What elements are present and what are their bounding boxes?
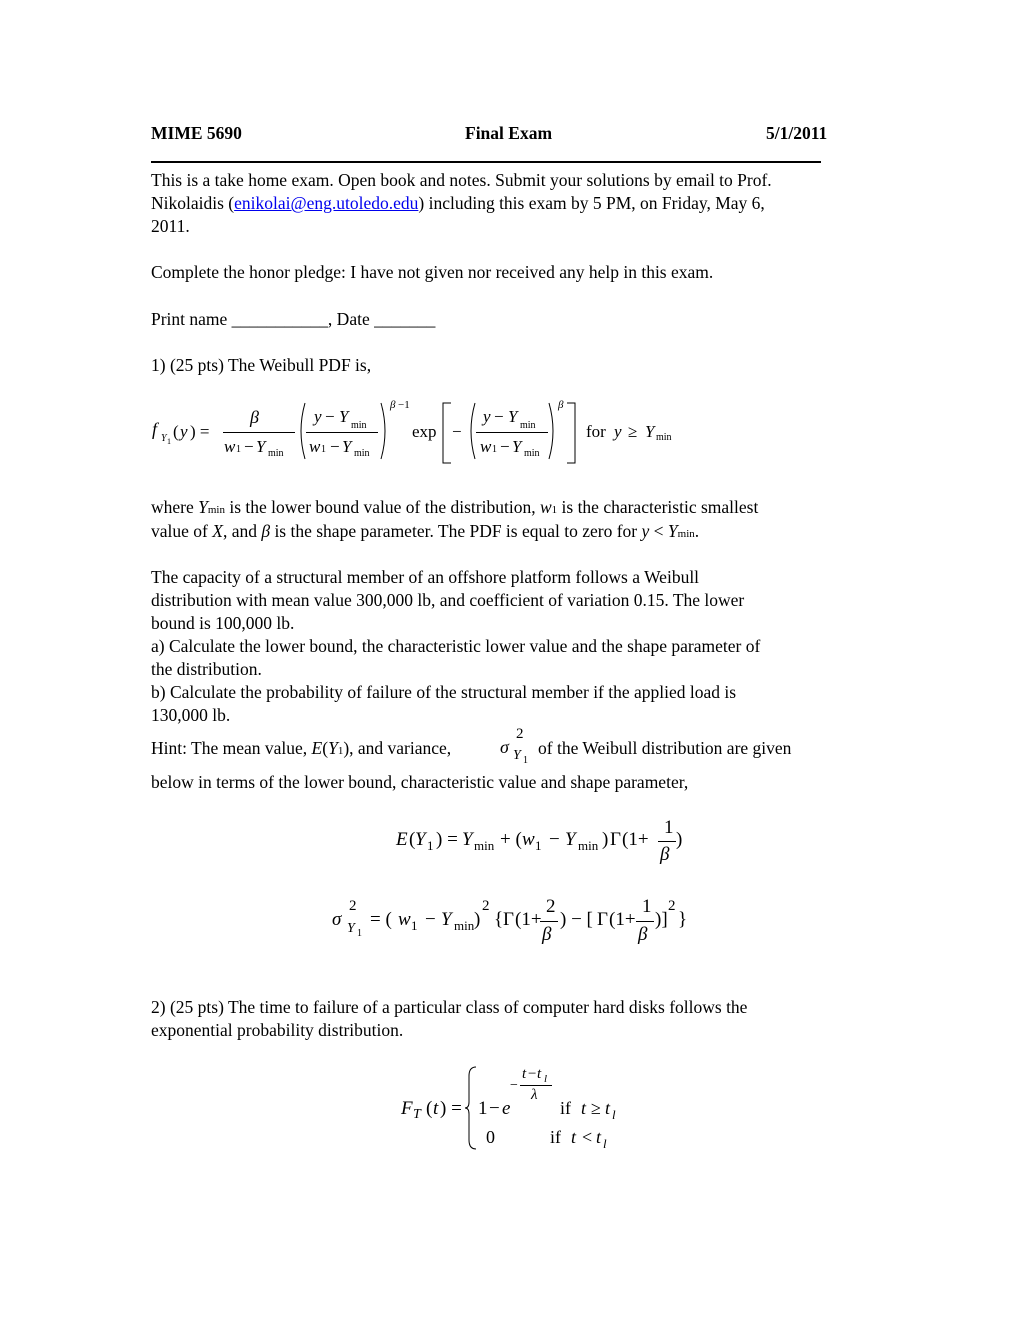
q1-part-b-line-1: b) Calculate the probability of failure of the structural member if the applied load is (151, 682, 737, 702)
q1-part-a-line-2: the distribution. (151, 659, 262, 679)
q2-heading-line-2: exponential probability distribution. (151, 1020, 404, 1040)
exam-date: 5/1/2011 (766, 123, 828, 143)
weibull-pdf-equation: f Y 1 ( y ) = β w 1 − Y min y − Y min w 1 − Y min β −1 exp − y − Y min w 1 − Y min β for y ≥ Y min (0, 0, 1020, 1320)
hint-line-1-end: of the Weibull distribution are given (538, 738, 792, 758)
exam-title: Final Exam (465, 123, 553, 143)
q1-para-line-2: distribution with mean value 300,000 lb, and coefficient of variation 0.15. The lower (151, 590, 745, 610)
course-number: MIME 5690 (151, 123, 242, 143)
where-line-1: where Ymin is the lower bound value of the distribution, w1 is the characteristic smallest (151, 497, 759, 517)
q2-heading-line-1: 2) (25 pts) The time to failure of a particular class of computer hard disks follows the (151, 997, 748, 1017)
q1-para-line-1: The capacity of a structural member of an offshore platform follows a Weibull (151, 567, 700, 587)
intro-line-3: 2011. (151, 216, 190, 236)
honor-pledge: Complete the honor pledge: I have not given nor received any help in this exam. (151, 262, 714, 282)
where-line-2: value of X, and β is the shape parameter. The PDF is equal to zero for y < Ymin. (151, 521, 700, 541)
q1-part-b-line-2: 130,000 lb. (151, 705, 231, 725)
intro-line-2: Nikolaidis (enikolai@eng.utoledo.edu) including this exam by 5 PM, on Friday, May 6, (151, 193, 765, 213)
q1-heading: 1) (25 pts) The Weibull PDF is, (151, 355, 372, 375)
q1-part-a-line-1: a) Calculate the lower bound, the characteristic lower value and the shape parameter of (151, 636, 761, 656)
hint-line-2: below in terms of the lower bound, characteristic value and shape parameter, (151, 772, 689, 792)
print-name-line: Print name ___________, Date _______ (151, 309, 436, 329)
intro-line-1: This is a take home exam. Open book and notes. Submit your solutions by email to Prof. (151, 170, 772, 190)
email-link[interactable]: enikolai@eng.utoledo.edu (234, 193, 419, 213)
q1-para-line-3: bound is 100,000 lb. (151, 613, 295, 633)
hint-line-1: Hint: The mean value, E(Y1), and variance, (151, 738, 452, 758)
